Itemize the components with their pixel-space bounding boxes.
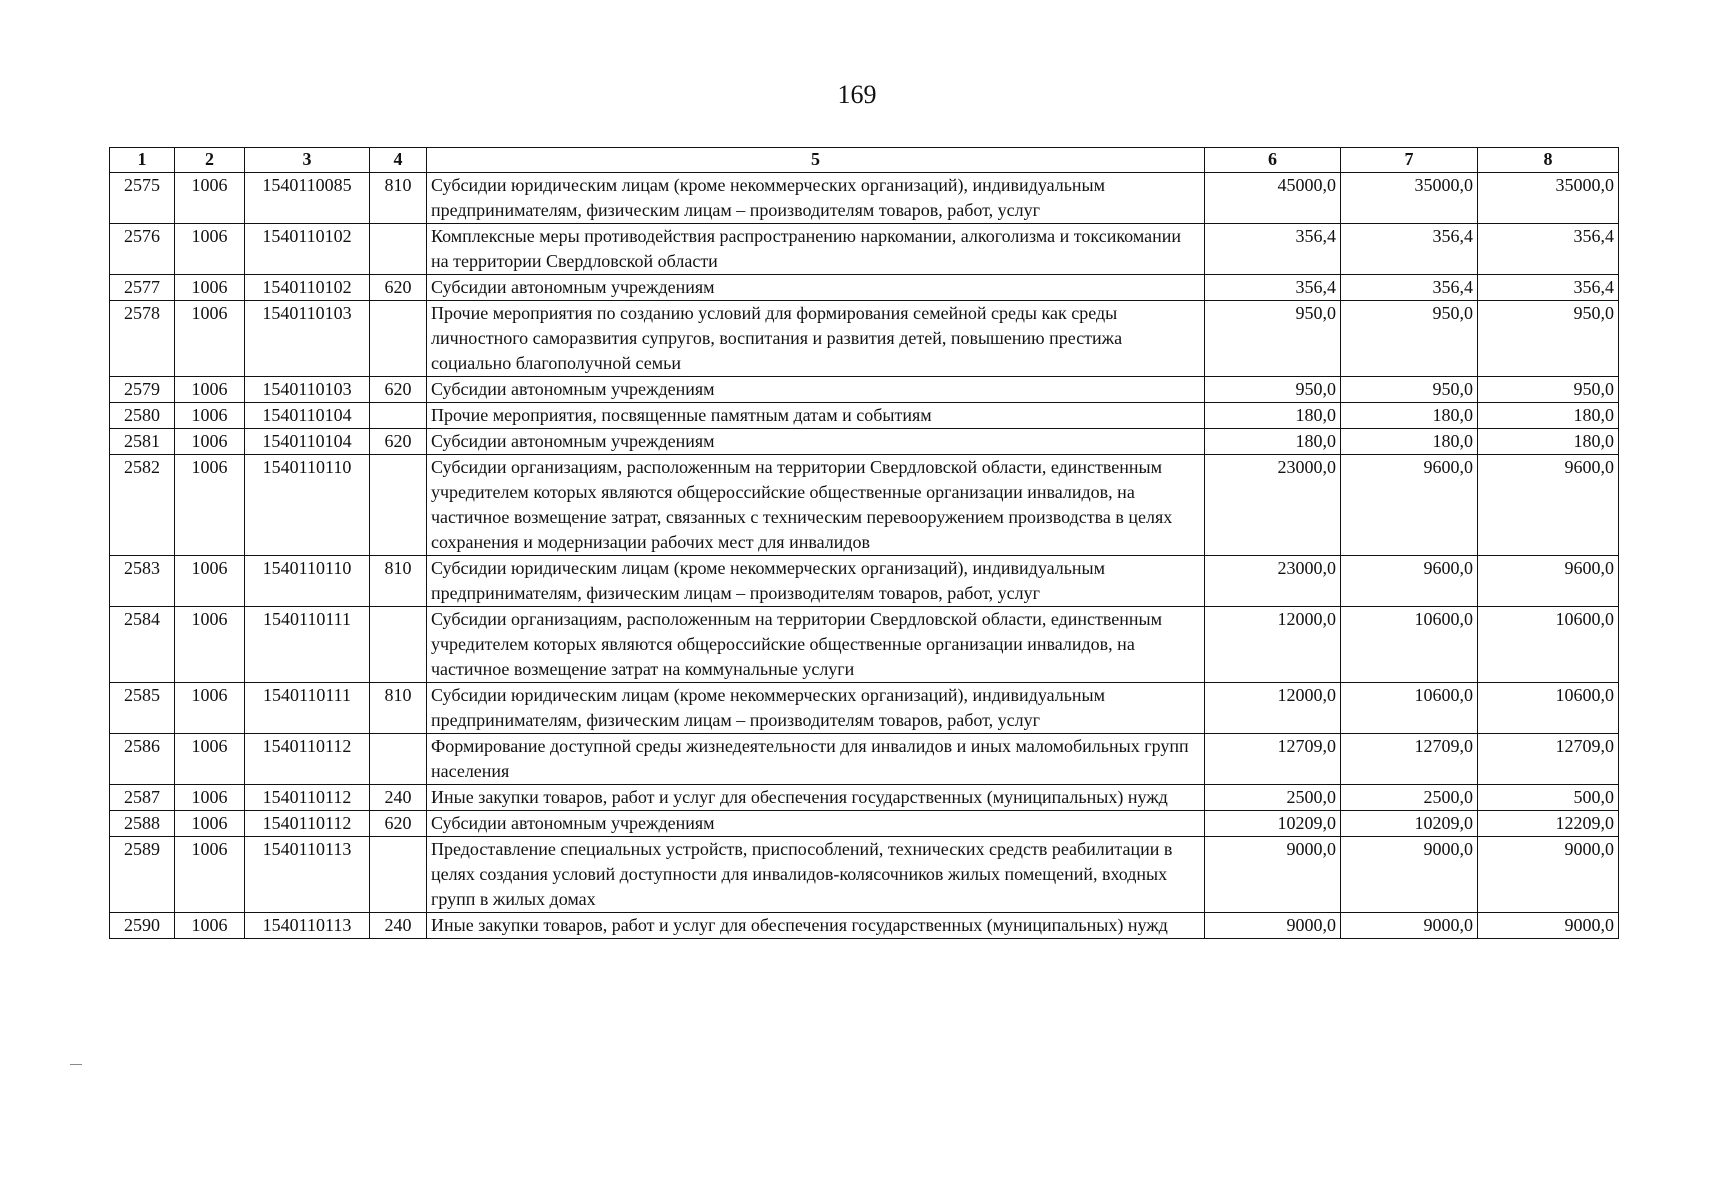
section-code: 1006: [175, 377, 245, 403]
header-col-2: 2: [175, 148, 245, 173]
expense-type-code: 620: [370, 811, 427, 837]
header-col-8: 8: [1478, 148, 1619, 173]
table-row: [110, 913, 1619, 939]
amount-col-6: 2500,0: [1205, 785, 1341, 811]
amount-col-6: 9000,0: [1205, 913, 1341, 939]
section-code: 1006: [175, 556, 245, 607]
target-code: 1540110113: [245, 837, 370, 913]
section-code: 1006: [175, 913, 245, 939]
row-number: 2575: [110, 173, 175, 224]
section-code: 1006: [175, 403, 245, 429]
amount-col-7: 356,4: [1341, 224, 1478, 275]
target-code: 1540110085: [245, 173, 370, 224]
amount-col-7: 9000,0: [1341, 913, 1478, 939]
amount-col-7: 10209,0: [1341, 811, 1478, 837]
item-description: Субсидии юридическим лицам (кроме некоммерческих организаций), индивидуальным предпринимателям, физическим лицам – производителям товаров, работ, услуг: [427, 173, 1205, 224]
amount-col-7: 10600,0: [1341, 683, 1478, 734]
expense-type-code: 620: [370, 275, 427, 301]
table-row: [110, 734, 1619, 785]
expense-type-code: [370, 301, 427, 377]
row-number: 2583: [110, 556, 175, 607]
table-row: [110, 455, 1619, 556]
scan-artifact-mark: [70, 1064, 82, 1065]
table-row: [110, 301, 1619, 377]
row-number: 2587: [110, 785, 175, 811]
header-col-6: 6: [1205, 148, 1341, 173]
target-code: 1540110112: [245, 811, 370, 837]
item-description: Субсидии автономным учреждениям: [427, 275, 1205, 301]
amount-col-7: 12709,0: [1341, 734, 1478, 785]
amount-col-7: 950,0: [1341, 301, 1478, 377]
header-col-5: 5: [427, 148, 1205, 173]
section-code: 1006: [175, 455, 245, 556]
table-row: [110, 556, 1619, 607]
target-code: 1540110111: [245, 607, 370, 683]
table-body: [110, 173, 1619, 939]
header-row: [110, 148, 1619, 173]
target-code: 1540110102: [245, 275, 370, 301]
amount-col-8: 9000,0: [1478, 913, 1619, 939]
amount-col-8: 10600,0: [1478, 683, 1619, 734]
amount-col-8: 180,0: [1478, 403, 1619, 429]
amount-col-6: 12709,0: [1205, 734, 1341, 785]
amount-col-6: 12000,0: [1205, 683, 1341, 734]
row-number: 2588: [110, 811, 175, 837]
item-description: Субсидии организациям, расположенным на территории Свердловской области, единственным учредителем которых являются общероссийские общественные организации инвалидов, на частичное возмещение затрат на коммунальные услуги: [427, 607, 1205, 683]
table-row: [110, 224, 1619, 275]
amount-col-6: 9000,0: [1205, 837, 1341, 913]
amount-col-6: 356,4: [1205, 275, 1341, 301]
expense-type-code: 240: [370, 913, 427, 939]
amount-col-8: 950,0: [1478, 377, 1619, 403]
amount-col-8: 9600,0: [1478, 455, 1619, 556]
row-number: 2579: [110, 377, 175, 403]
amount-col-8: 9000,0: [1478, 837, 1619, 913]
amount-col-8: 356,4: [1478, 224, 1619, 275]
amount-col-6: 10209,0: [1205, 811, 1341, 837]
target-code: 1540110110: [245, 556, 370, 607]
target-code: 1540110110: [245, 455, 370, 556]
item-description: Иные закупки товаров, работ и услуг для обеспечения государственных (муниципальных) нужд: [427, 785, 1205, 811]
amount-col-7: 9000,0: [1341, 837, 1478, 913]
item-description: Комплексные меры противодействия распространению наркомании, алкоголизма и токсикомании на территории Свердловской области: [427, 224, 1205, 275]
section-code: 1006: [175, 173, 245, 224]
amount-col-7: 10600,0: [1341, 607, 1478, 683]
item-description: Субсидии юридическим лицам (кроме некоммерческих организаций), индивидуальным предпринимателям, физическим лицам – производителям товаров, работ, услуг: [427, 556, 1205, 607]
item-description: Предоставление специальных устройств, приспособлений, технических средств реабилитации в целях создания условий доступности для инвалидов-колясочников жилых помещений, входных групп в жилых домах: [427, 837, 1205, 913]
expense-type-code: 810: [370, 556, 427, 607]
section-code: 1006: [175, 224, 245, 275]
row-number: 2581: [110, 429, 175, 455]
row-number: 2585: [110, 683, 175, 734]
header-col-3: 3: [245, 148, 370, 173]
row-number: 2578: [110, 301, 175, 377]
amount-col-7: 35000,0: [1341, 173, 1478, 224]
expense-type-code: [370, 837, 427, 913]
table-row: [110, 275, 1619, 301]
amount-col-6: 23000,0: [1205, 455, 1341, 556]
amount-col-8: 12709,0: [1478, 734, 1619, 785]
item-description: Прочие мероприятия по созданию условий для формирования семейной среды как среды личностного саморазвития супругов, воспитания и развития детей, повышению престижа социально благополучной семьи: [427, 301, 1205, 377]
row-number: 2580: [110, 403, 175, 429]
amount-col-8: 180,0: [1478, 429, 1619, 455]
amount-col-8: 950,0: [1478, 301, 1619, 377]
item-description: Субсидии автономным учреждениям: [427, 377, 1205, 403]
target-code: 1540110104: [245, 403, 370, 429]
row-number: 2577: [110, 275, 175, 301]
item-description: Субсидии автономным учреждениям: [427, 429, 1205, 455]
amount-col-8: 9600,0: [1478, 556, 1619, 607]
row-number: 2584: [110, 607, 175, 683]
table-row: [110, 785, 1619, 811]
expense-type-code: [370, 734, 427, 785]
amount-col-7: 9600,0: [1341, 556, 1478, 607]
section-code: 1006: [175, 734, 245, 785]
section-code: 1006: [175, 811, 245, 837]
amount-col-6: 12000,0: [1205, 607, 1341, 683]
section-code: 1006: [175, 607, 245, 683]
item-description: Субсидии автономным учреждениям: [427, 811, 1205, 837]
amount-col-8: 500,0: [1478, 785, 1619, 811]
amount-col-8: 10600,0: [1478, 607, 1619, 683]
target-code: 1540110113: [245, 913, 370, 939]
section-code: 1006: [175, 301, 245, 377]
header-col-1: 1: [110, 148, 175, 173]
header-col-7: 7: [1341, 148, 1478, 173]
section-code: 1006: [175, 837, 245, 913]
item-description: Формирование доступной среды жизнедеятельности для инвалидов и иных маломобильных групп населения: [427, 734, 1205, 785]
target-code: 1540110104: [245, 429, 370, 455]
row-number: 2582: [110, 455, 175, 556]
expense-type-code: 810: [370, 683, 427, 734]
amount-col-6: 45000,0: [1205, 173, 1341, 224]
expense-type-code: 620: [370, 429, 427, 455]
row-number: 2590: [110, 913, 175, 939]
amount-col-7: 356,4: [1341, 275, 1478, 301]
item-description: Субсидии юридическим лицам (кроме некоммерческих организаций), индивидуальным предпринимателям, физическим лицам – производителям товаров, работ, услуг: [427, 683, 1205, 734]
amount-col-8: 356,4: [1478, 275, 1619, 301]
section-code: 1006: [175, 275, 245, 301]
item-description: Иные закупки товаров, работ и услуг для обеспечения государственных (муниципальных) нужд: [427, 913, 1205, 939]
target-code: 1540110112: [245, 734, 370, 785]
amount-col-6: 23000,0: [1205, 556, 1341, 607]
table-row: [110, 403, 1619, 429]
section-code: 1006: [175, 785, 245, 811]
amount-col-6: 356,4: [1205, 224, 1341, 275]
expense-type-code: [370, 607, 427, 683]
section-code: 1006: [175, 683, 245, 734]
amount-col-6: 950,0: [1205, 377, 1341, 403]
section-code: 1006: [175, 429, 245, 455]
amount-col-8: 35000,0: [1478, 173, 1619, 224]
target-code: 1540110111: [245, 683, 370, 734]
amount-col-8: 12209,0: [1478, 811, 1619, 837]
target-code: 1540110103: [245, 377, 370, 403]
table-row: [110, 429, 1619, 455]
row-number: 2586: [110, 734, 175, 785]
item-description: Прочие мероприятия, посвященные памятным датам и событиям: [427, 403, 1205, 429]
table-row: [110, 837, 1619, 913]
expense-type-code: 620: [370, 377, 427, 403]
expense-type-code: [370, 224, 427, 275]
page-number: 169: [837, 80, 877, 109]
table-row: [110, 683, 1619, 734]
row-number: 2589: [110, 837, 175, 913]
table-row: [110, 607, 1619, 683]
item-description: Субсидии организациям, расположенным на территории Свердловской области, единственным учредителем которых являются общероссийские общественные организации инвалидов, на частичное возмещение затрат, связанных с техническим перевооружением производства в целях сохранения и модернизации рабочих мест для инвалидов: [427, 455, 1205, 556]
target-code: 1540110103: [245, 301, 370, 377]
amount-col-6: 180,0: [1205, 429, 1341, 455]
table-header: [110, 148, 1619, 173]
budget-table: [109, 147, 1619, 939]
row-number: 2576: [110, 224, 175, 275]
expense-type-code: 240: [370, 785, 427, 811]
expense-type-code: 810: [370, 173, 427, 224]
target-code: 1540110112: [245, 785, 370, 811]
amount-col-7: 9600,0: [1341, 455, 1478, 556]
expense-type-code: [370, 455, 427, 556]
expense-type-code: [370, 403, 427, 429]
table-row: [110, 173, 1619, 224]
amount-col-7: 950,0: [1341, 377, 1478, 403]
amount-col-6: 180,0: [1205, 403, 1341, 429]
amount-col-7: 2500,0: [1341, 785, 1478, 811]
table-row: [110, 377, 1619, 403]
amount-col-6: 950,0: [1205, 301, 1341, 377]
header-col-4: 4: [370, 148, 427, 173]
table-row: [110, 811, 1619, 837]
amount-col-7: 180,0: [1341, 429, 1478, 455]
amount-col-7: 180,0: [1341, 403, 1478, 429]
target-code: 1540110102: [245, 224, 370, 275]
